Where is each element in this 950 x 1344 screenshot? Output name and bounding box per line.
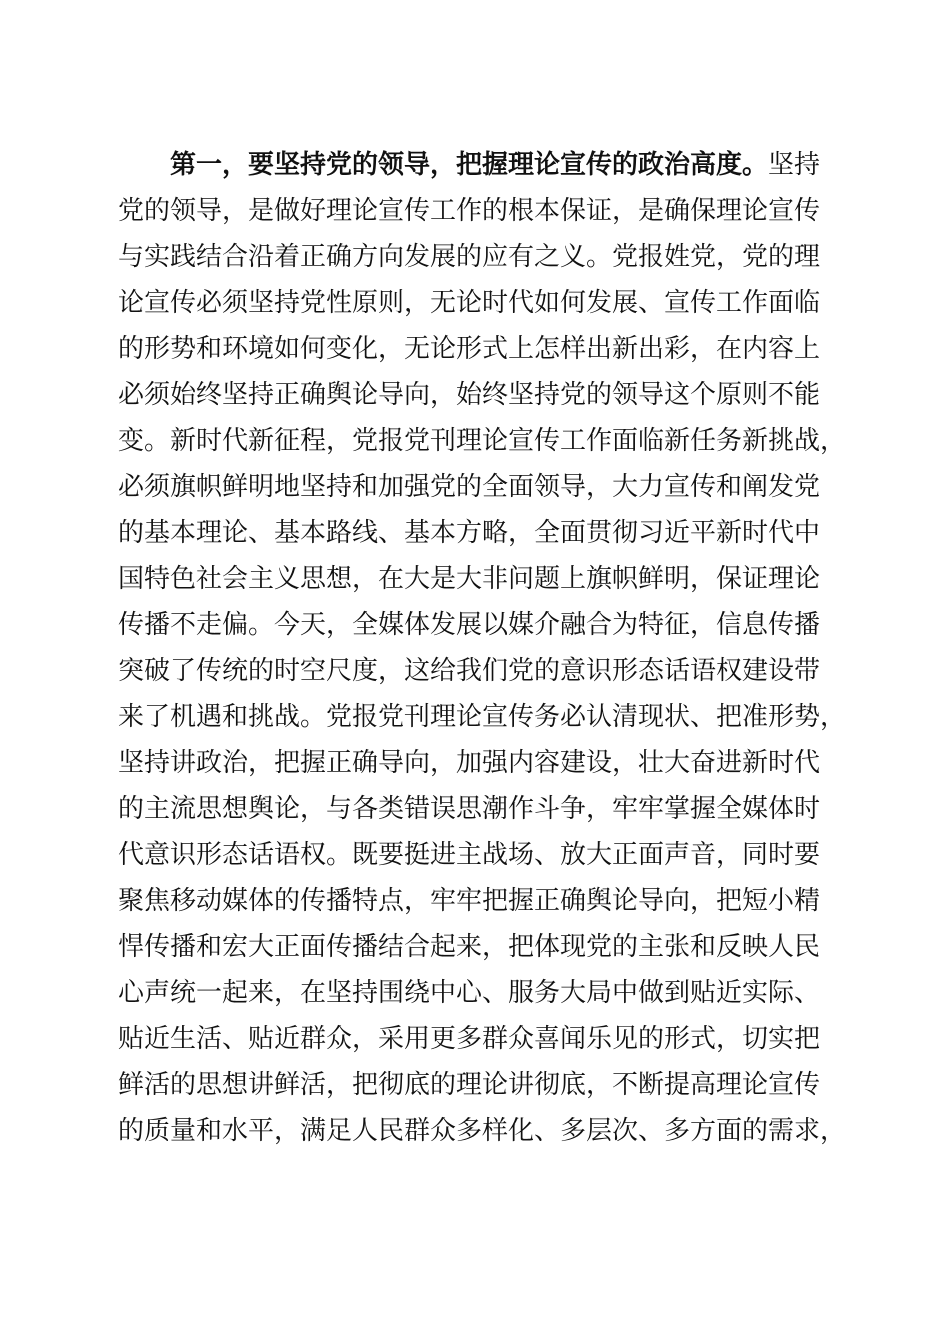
paragraph-line: 的质量和水平，满足人民群众多样化、多层次、多方面的需求， — [118, 1116, 847, 1146]
paragraph-line: 悍传播和宏大正面传播结合起来，把体现党的主张和反映人民 — [118, 932, 821, 962]
paragraph-line: 必须旗帜鲜明地坚持和加强党的全面领导，大力宣传和阐发党 — [118, 472, 821, 502]
paragraph-line: 的形势和环境如何变化，无论形式上怎样出新出彩，在内容上 — [118, 334, 821, 364]
paragraph-line: 突破了传统的时空尺度，这给我们党的意识形态话语权建设带 — [118, 656, 821, 686]
paragraph-line: 的基本理论、基本路线、基本方略，全面贯彻习近平新时代中 — [118, 518, 821, 548]
body-paragraph — [118, 142, 847, 1154]
paragraph-line: 党的领导，是做好理论宣传工作的根本保证，是确保理论宣传 — [118, 196, 821, 226]
paragraph-line: 论宣传必须坚持党性原则，无论时代如何发展、宣传工作面临 — [118, 288, 821, 318]
paragraph-first-line — [118, 142, 838, 188]
paragraph-line: 传播不走偏。今天，全媒体发展以媒介融合为特征，信息传播 — [118, 610, 821, 640]
paragraph-line: 贴近生活、贴近群众，采用更多群众喜闻乐见的形式，切实把 — [118, 1024, 821, 1054]
paragraph-line: 必须始终坚持正确舆论导向，始终坚持党的领导这个原则不能 — [118, 380, 821, 410]
paragraph-line: 国特色社会主义思想，在大是大非问题上旗帜鲜明，保证理论 — [118, 564, 821, 594]
paragraph-line: 代意识形态话语权。既要挺进主战场、放大正面声音，同时要 — [118, 840, 821, 870]
paragraph-lead-heading: 第一，要坚持党的领导，把握理论宣传的政治高度。 — [170, 150, 769, 180]
paragraph-line: 与实践结合沿着正确方向发展的应有之义。党报姓党，党的理 — [118, 242, 821, 272]
paragraph-line: 来了机遇和挑战。党报党刊理论宣传务必认清现状、把准形势， — [118, 702, 847, 732]
paragraph-line: 变。新时代新征程，党报党刊理论宣传工作面临新任务新挑战， — [118, 426, 847, 456]
paragraph-line: 鲜活的思想讲鲜活，把彻底的理论讲彻底，不断提高理论宣传 — [118, 1070, 821, 1100]
paragraph-line: 的主流思想舆论，与各类错误思潮作斗争，牢牢掌握全媒体时 — [118, 794, 821, 824]
paragraph-first-line-tail: 坚持 — [768, 150, 821, 180]
paragraph-line: 坚持讲政治，把握正确导向，加强内容建设，壮大奋进新时代 — [118, 748, 821, 778]
paragraph-line: 聚焦移动媒体的传播特点，牢牢把握正确舆论导向，把短小精 — [118, 886, 821, 916]
paragraph-line: 心声统一起来，在坚持围绕中心、服务大局中做到贴近实际、 — [118, 978, 821, 1008]
